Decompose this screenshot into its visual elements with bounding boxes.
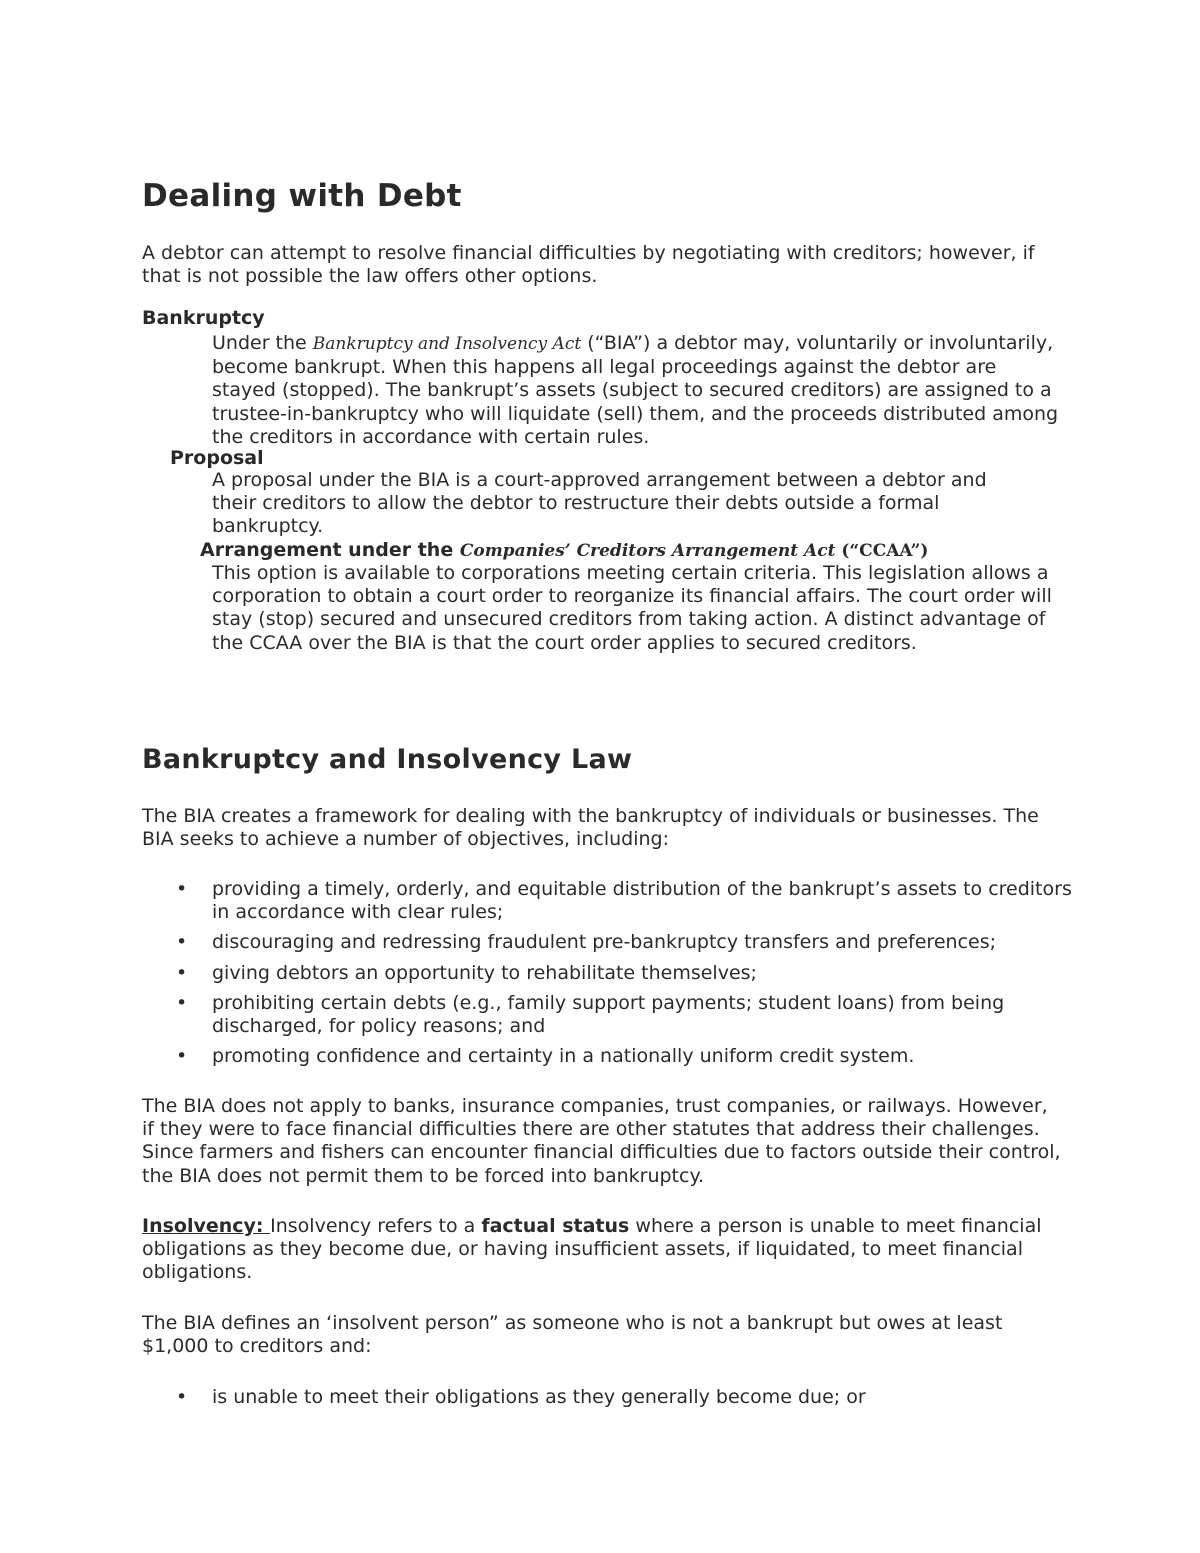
definition-paragraph: The BIA defines an ‘insolvent person” as someone who is not a bankrupt but owes at least $1,000 to creditors and: bbox=[142, 1312, 1003, 1358]
arrangement-paragraph: This option is available to corporations meeting certain criteria. This legislation allows a corporation to obtain a court order to reorganize its financial affairs. The court order will stay (stop) secured and unsecured creditors from taking action. A distinct advantage of the CCAA over the BIA is that the court order applies to secured creditors. bbox=[212, 562, 1052, 654]
list-item-text: prohibiting certain debts (e.g., family support payments; student loans) from being discharged, for policy reasons; and bbox=[212, 991, 1005, 1038]
list-item bbox=[172, 878, 1072, 924]
list-item-text: is unable to meet their obligations as they generally become due; or bbox=[212, 1386, 866, 1408]
list-item-text: promoting confidence and certainty in a nationally uniform credit system. bbox=[212, 1045, 915, 1068]
list-item bbox=[172, 992, 1072, 1038]
list-item-text: giving debtors an opportunity to rehabilitate themselves; bbox=[212, 961, 757, 984]
bullet-icon: • bbox=[176, 931, 188, 954]
bullet-icon: • bbox=[176, 991, 188, 1014]
page-title: Dealing with Debt bbox=[142, 178, 462, 214]
section-title: Bankruptcy and Insolvency Law bbox=[142, 744, 633, 775]
proposal-paragraph: A proposal under the BIA is a court-approved arrangement between a debtor and their creditors to allow the debtor to restructure their debts outside a formal bankruptcy. bbox=[212, 469, 987, 538]
proposal-heading: Proposal bbox=[170, 447, 264, 469]
bankruptcy-text-post: (“BIA”) a debtor may, voluntarily or involuntarily, become bankrupt. When this happens all legal proceedings against the debtor are stayed (stopped). The bankrupt’s assets (subject to secured creditors) are assigned to a trustee-in-bankruptcy who will liquidate (sell) them, and the proceeds distributed among the creditors in accordance with certain rules. bbox=[212, 332, 1059, 448]
criteria-list bbox=[172, 1386, 1072, 1409]
bullet-icon: • bbox=[176, 961, 188, 984]
insolvency-text-pre: Insolvency refers to a bbox=[270, 1215, 482, 1237]
list-item-text: providing a timely, orderly, and equitable distribution of the bankrupt’s assets to creditors in accordance with clear rules; bbox=[212, 878, 1072, 924]
ccaa-act-name: Companies’ Creditors Arrangement Act bbox=[459, 541, 836, 561]
arrangement-heading-post: (“CCAA”) bbox=[835, 541, 929, 561]
insolvency-text-post: where a person is unable to meet financial obligations as they become due, or having insufficient assets, if liquidated, to meet financial obligations. bbox=[142, 1215, 1042, 1284]
bullet-icon: • bbox=[176, 1386, 188, 1408]
exclusions-paragraph: The BIA does not apply to banks, insurance companies, trust companies, or railways. However, if they were to face financial difficulties there are other statutes that address their challenges. Since farmers and fishers can encounter financial difficulties due to factors outside their control, the BIA does not permit them to be forced into bankruptcy. bbox=[142, 1095, 1061, 1187]
bia-intro-paragraph: The BIA creates a framework for dealing with the bankruptcy of individuals or businesses. The BIA seeks to achieve a number of objectives, including: bbox=[142, 805, 1039, 851]
intro-paragraph: A debtor can attempt to resolve financial difficulties by negotiating with creditors; however, if that is not possible the law offers other options. bbox=[142, 242, 1035, 288]
insolvency-label: Insolvency: bbox=[142, 1215, 271, 1237]
bankruptcy-paragraph bbox=[212, 332, 1062, 449]
objectives-list bbox=[172, 878, 1072, 1068]
bia-act-name: Bankruptcy and Insolvency Act bbox=[312, 334, 582, 354]
list-item bbox=[172, 962, 1072, 985]
bankruptcy-heading: Bankruptcy bbox=[142, 307, 265, 329]
list-item bbox=[172, 1386, 1072, 1409]
arrangement-heading bbox=[200, 539, 928, 561]
bankruptcy-text-pre: Under the bbox=[212, 332, 313, 354]
insolvency-paragraph bbox=[142, 1215, 1062, 1285]
arrangement-heading-pre: Arrangement under the bbox=[200, 539, 460, 561]
list-item bbox=[172, 1045, 1072, 1068]
list-item-text: discouraging and redressing fraudulent pre-bankruptcy transfers and preferences; bbox=[212, 931, 996, 954]
bullet-icon: • bbox=[176, 1045, 188, 1068]
list-item bbox=[172, 931, 1072, 954]
bullet-icon: • bbox=[176, 878, 188, 900]
factual-status-term: factual status bbox=[481, 1215, 630, 1237]
